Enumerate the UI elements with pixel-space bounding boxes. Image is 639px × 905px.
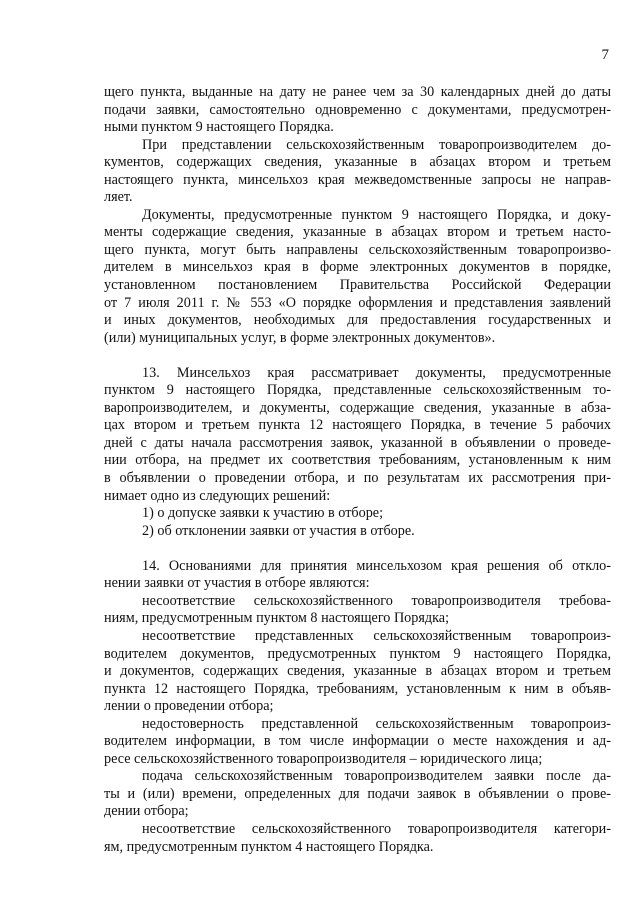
- text-line: щего пункта, выданные на дату не ранее чем за 30 календарных дней до даты: [104, 84, 611, 100]
- text-line: подачи заявки, самостоятельно одновременно с документами, предусмотрен-: [104, 101, 611, 118]
- paragraph: [104, 137, 611, 207]
- text-line: несоответствие сельскохозяйственного товаропроизводителя требова-: [142, 592, 611, 609]
- text-line: нении заявки от участия в отборе являются:: [104, 575, 370, 592]
- paragraph: [104, 523, 611, 541]
- text-line: несоответствие сельскохозяйственного товаропроизводителя категори-: [142, 820, 611, 837]
- text-line: 1) о допуске заявки к участию в отборе;: [142, 505, 384, 522]
- text-line: ниям, предусмотренным пунктом 8 настоящего Порядка;: [104, 610, 450, 627]
- text-line: дителем в минсельхоз края в форме электронных документов в порядке,: [104, 259, 611, 276]
- text-line: 13. Минсельхоз края рассматривает документы, предусмотренные: [142, 364, 611, 381]
- text-line: в объявлении о проведении отбора, и по результатам их рассмотрения при-: [104, 470, 611, 487]
- paragraph: [104, 84, 611, 137]
- text-line: установленном постановлением Правительства Российской Федерации: [104, 277, 611, 294]
- text-line: 14. Основаниями для принятия минсельхозом края решения об откло-: [142, 557, 611, 574]
- text-line: дении отбора;: [104, 803, 189, 820]
- text-line: ресе сельскохозяйственного товаропроизводителя – юридического лица;: [104, 750, 543, 767]
- text-line: кументов, содержащих сведения, указанные в абзацах втором и третьем: [104, 154, 611, 171]
- text-line: недостоверность представленной сельскохозяйственным товаропроиз-: [142, 715, 611, 732]
- text-line: ными пунктом 9 настоящего Порядка.: [104, 119, 334, 136]
- text-line: настоящего пункта, минсельхоз края межведомственные запросы не направ-: [104, 171, 611, 188]
- text-line: (или) муниципальных услуг, в форме электронных документов».: [104, 329, 496, 346]
- text-line: ляет.: [104, 189, 133, 206]
- paragraph: [104, 716, 611, 769]
- paragraph: [104, 821, 611, 856]
- text-line: нии отбора, на предмет их соответствия требованиям, установленным к ним: [104, 452, 611, 469]
- text-line: подача сельскохозяйственным товаропроизводителем заявки после да-: [142, 768, 611, 785]
- paragraph: [104, 365, 611, 505]
- text-line: цах втором и третьем пункта 12 настоящего Порядка, в течение 5 рабочих: [104, 417, 611, 434]
- text-line: менты содержащие сведения, указанные в абзацах втором и третьем насто-: [104, 224, 611, 241]
- text-line: несоответствие представленных сельскохозяйственным товаропроиз-: [142, 627, 611, 644]
- text-line: При представлении сельскохозяйственным товаропроизводителем до-: [142, 136, 611, 153]
- text-line: щего пункта, могут быть направлены сельскохозяйственным товаропроизво-: [104, 241, 611, 258]
- paragraph: [104, 558, 611, 593]
- paragraph: [104, 207, 611, 347]
- paragraph: [104, 505, 611, 523]
- text-line: 2) об отклонении заявки от участия в отборе.: [142, 522, 415, 539]
- text-line: и иных документов, необходимых для предоставления государственных и: [104, 312, 611, 329]
- text-line: Документы, предусмотренные пунктом 9 настоящего Порядка, и доку-: [142, 206, 611, 223]
- text-line: ты и (или) времени, определенных для подачи заявок в объявлении о прове-: [104, 785, 611, 802]
- page-number: 7: [601, 47, 609, 63]
- text-line: пунктом 9 настоящего Порядка, представленные сельскохозяйственным то-: [104, 382, 611, 399]
- text-line: водителем информации, в том числе информации о месте нахождения и ад-: [104, 733, 611, 750]
- paragraph-gap: [104, 540, 611, 558]
- text-line: дней с даты начала рассмотрения заявок, указанной в объявлении о проведе-: [104, 434, 611, 451]
- text-line: от 7 июля 2011 г. № 553 «О порядке оформления и представления заявлений: [104, 294, 611, 311]
- paragraph: [104, 593, 611, 628]
- paragraph-gap: [104, 347, 611, 365]
- paragraph: [104, 768, 611, 821]
- text-line: варопроизводителем, и документы, содержащие сведения, указанные в абза-: [104, 399, 611, 416]
- text-line: нимает одно из следующих решений:: [104, 487, 331, 504]
- text-line: лении о проведении отбора;: [104, 698, 274, 715]
- text-line: водителем документов, предусмотренных пунктом 9 настоящего Порядка,: [104, 645, 611, 662]
- text-line: ям, предусмотренным пунктом 4 настоящего Порядка.: [104, 838, 434, 855]
- text-line: и документов, содержащих сведения, указанные в абзацах втором и третьем: [104, 663, 611, 680]
- document-body: [104, 84, 611, 856]
- paragraph: [104, 628, 611, 716]
- text-line: пункта 12 настоящего Порядка, требованиям, установленным к ним в объяв-: [104, 680, 611, 697]
